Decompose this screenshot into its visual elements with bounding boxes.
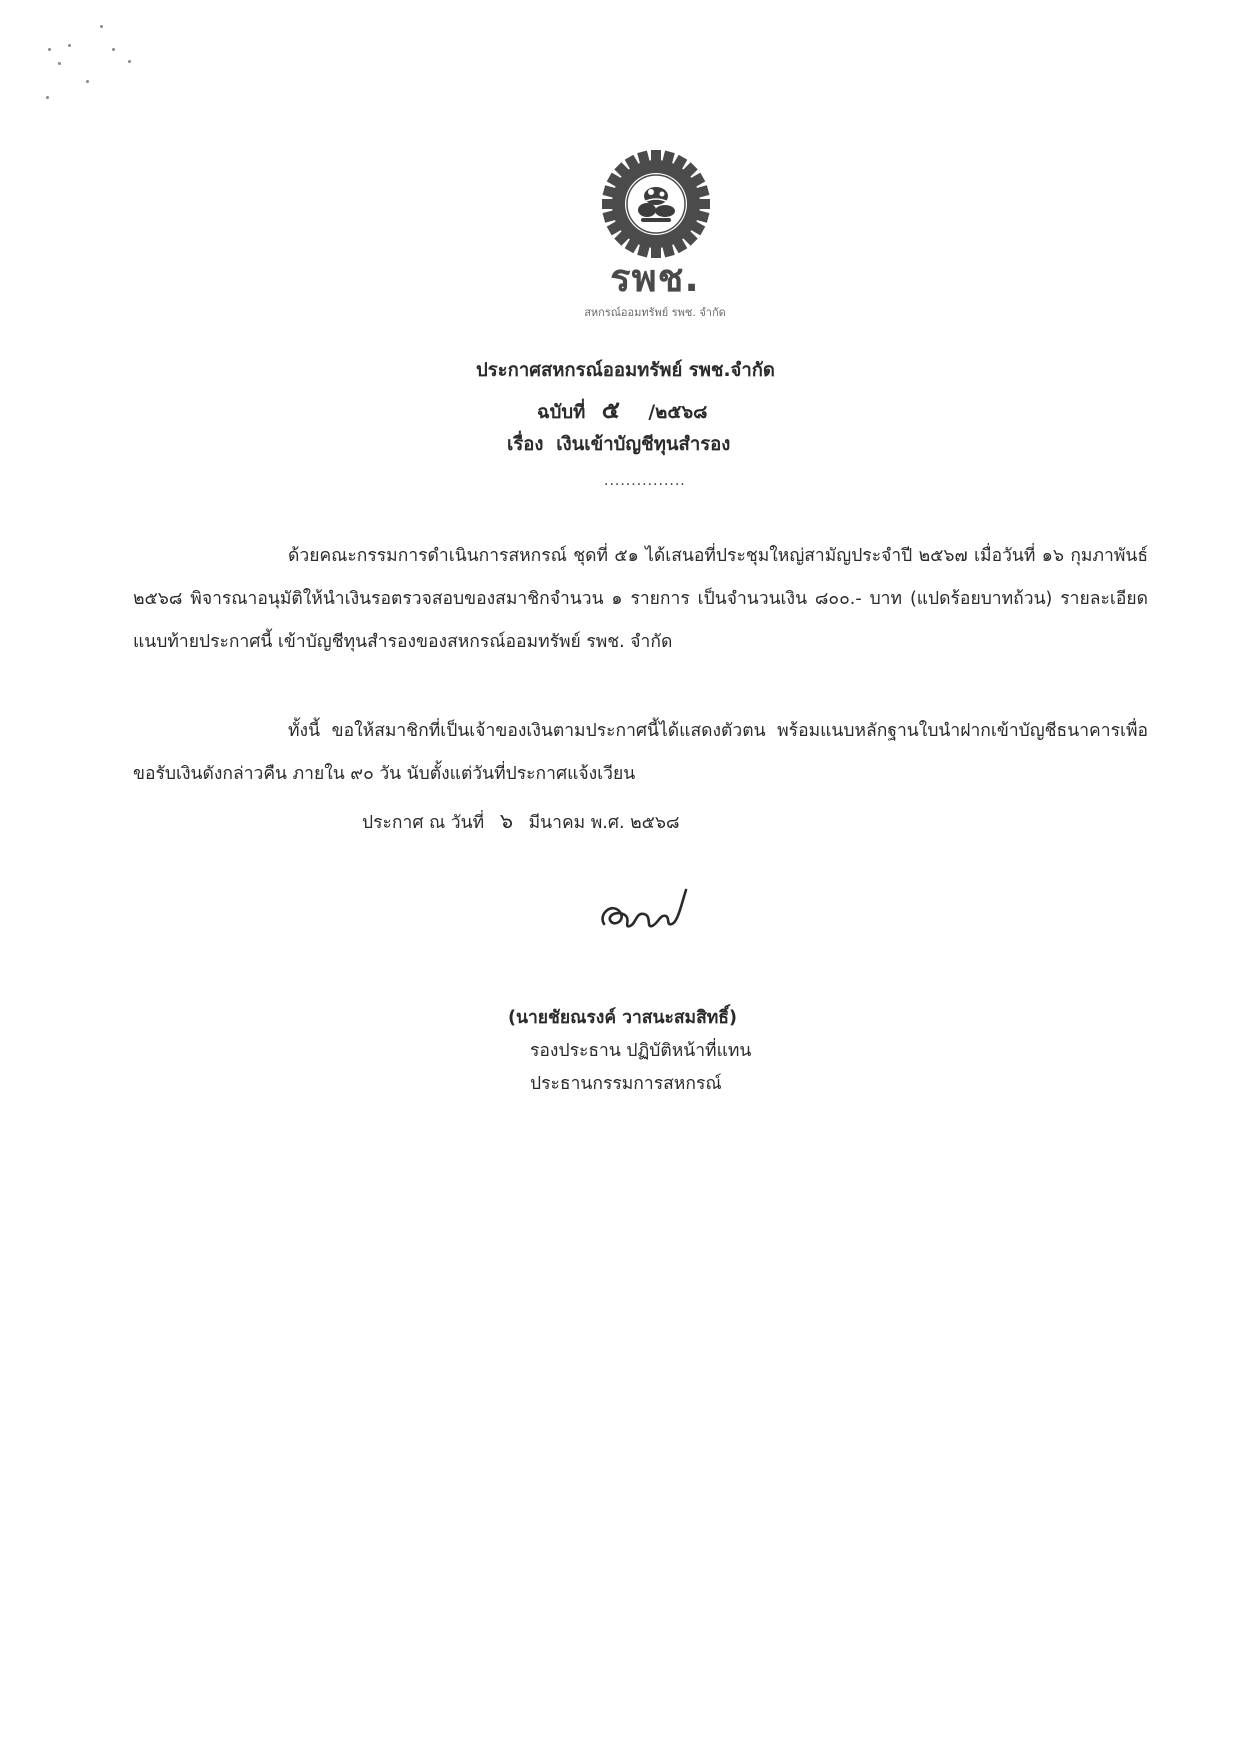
scan-speck xyxy=(46,96,49,99)
scan-speck xyxy=(86,80,89,83)
announcement-date-line xyxy=(362,806,679,838)
cooperative-gear-logo xyxy=(600,148,712,260)
signer-organization: ประธานกรรมการสหกรณ์ xyxy=(530,1074,722,1094)
issue-year: /๒๕๖๘ xyxy=(648,402,708,423)
date-prefix: ประกาศ ณ วันที่ xyxy=(362,813,485,833)
scan-speck xyxy=(68,44,71,47)
logo-abbreviation: รพช. xyxy=(610,256,700,300)
scan-speck xyxy=(100,25,103,28)
date-suffix: มีนาคม พ.ศ. ๒๕๖๘ xyxy=(528,813,680,833)
subject-text: เงินเข้าบัญชีทุนสำรอง xyxy=(556,434,731,455)
logo-subtitle: สหกรณ์ออมทรัพย์ รพช. จำกัด xyxy=(584,306,726,319)
signer-position: รองประธาน ปฏิบัติหน้าที่แทน xyxy=(530,1041,752,1061)
scan-speck xyxy=(48,48,51,51)
scan-speck xyxy=(128,60,131,63)
issue-number-line xyxy=(537,396,707,427)
announcement-title: ประกาศสหกรณ์ออมทรัพย์ รพช.จำกัด xyxy=(476,360,775,381)
body-paragraph-2: ทั้งนี้ ขอให้สมาชิกที่เป็นเจ้าของเงินตามประกาศนี้ได้แสดงตัวตน พร้อมแนบหลักฐานใบนำฝากเข้าบัญชีธนาคารเพื่อขอรับเงินดังกล่าวคืน ภายใน ๙๐ วัน นับตั้งแต่วันที่ประกาศแจ้งเวียน xyxy=(133,721,1148,784)
subject-prefix: เรื่อง xyxy=(507,434,544,455)
subject-line xyxy=(507,431,730,459)
handwritten-signature xyxy=(596,880,706,940)
signer-name: (นายชัยณรงค์ วาสนะสมสิทธิ์) xyxy=(508,1008,737,1028)
heading-separator: ............... xyxy=(604,473,686,489)
body-paragraph-1: ด้วยคณะกรรมการดำเนินการสหกรณ์ ชุดที่ ๕๑ ได้เสนอที่ประชุมใหญ่สามัญประจำปี ๒๕๖๗ เมื่อวันที่ ๑๖ กุมภาพันธ์ ๒๕๖๘ พิจารณาอนุมัติให้นำเงินรอตรวจสอบของสมาชิกจำนวน ๑ รายการ เป็นจำนวนเงิน ๘๐๐.- บาท (แปดร้อยบาทถ้วน) รายละเอียดแนบท้ายประกาศนี้ เข้าบัญชีทุนสำรองของสหกรณ์ออมทรัพย์ รพช. จำกัด xyxy=(133,546,1148,652)
issue-prefix: ฉบับที่ xyxy=(537,402,586,423)
scan-speck xyxy=(112,48,115,51)
scan-speck xyxy=(58,62,61,65)
date-day-handwritten: ๖ xyxy=(499,809,514,833)
issue-number-handwritten: ๕ xyxy=(601,395,620,424)
